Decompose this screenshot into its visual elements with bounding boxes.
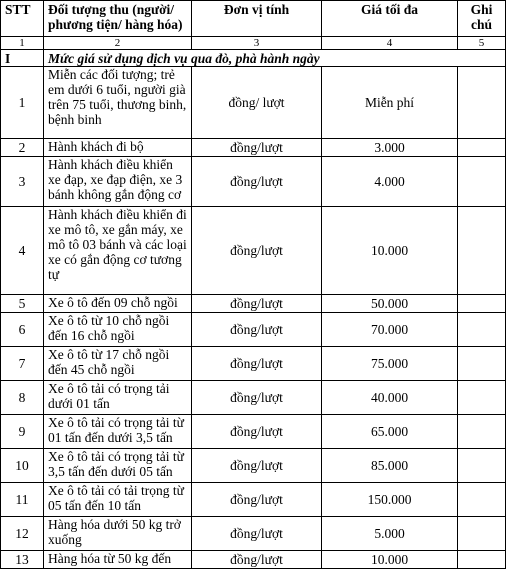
- row-object: Xe ô tô từ 10 chỗ ngồi đến 16 chỗ ngồi: [44, 313, 192, 347]
- header-price: Giá tối đa: [322, 1, 458, 37]
- row-stt: 2: [1, 139, 44, 157]
- table-row: [1, 381, 506, 415]
- row-price: 75.000: [322, 347, 458, 381]
- row-stt: 10: [1, 449, 44, 483]
- column-number: 4: [322, 37, 458, 50]
- row-stt: 6: [1, 313, 44, 347]
- row-price: 150.000: [322, 483, 458, 517]
- row-note: [458, 313, 506, 347]
- row-unit: đồng/lượt: [192, 381, 322, 415]
- row-note: [458, 139, 506, 157]
- table-row: [1, 313, 506, 347]
- row-note: [458, 207, 506, 295]
- row-stt: 3: [1, 157, 44, 207]
- row-stt: 1: [1, 67, 44, 139]
- row-unit: đồng/lượt: [192, 157, 322, 207]
- row-stt: 13: [1, 551, 44, 569]
- table-row: [1, 157, 506, 207]
- row-price: 70.000: [322, 313, 458, 347]
- row-price: 50.000: [322, 295, 458, 313]
- row-note: [458, 449, 506, 483]
- row-unit: đồng/lượt: [192, 347, 322, 381]
- row-note: [458, 415, 506, 449]
- row-price: 65.000: [322, 415, 458, 449]
- row-note: [458, 483, 506, 517]
- row-note: [458, 551, 506, 569]
- row-unit: đồng/lượt: [192, 415, 322, 449]
- table-row: [1, 347, 506, 381]
- row-price: 40.000: [322, 381, 458, 415]
- column-number: 5: [458, 37, 506, 50]
- row-stt: 5: [1, 295, 44, 313]
- header-object: Đối tượng thu (người/ phương tiện/ hàng hóa): [44, 1, 192, 37]
- table-body: [1, 67, 506, 569]
- row-unit: đồng/lượt: [192, 449, 322, 483]
- table-row: [1, 207, 506, 295]
- row-stt: 11: [1, 483, 44, 517]
- row-price: 10.000: [322, 207, 458, 295]
- row-object: Xe ô tô từ 17 chỗ ngồi đến 45 chỗ ngồi: [44, 347, 192, 381]
- row-price: 5.000: [322, 517, 458, 551]
- row-stt: 4: [1, 207, 44, 295]
- header-note: Ghi chú: [458, 1, 506, 37]
- table-row: [1, 139, 506, 157]
- section-row: [1, 50, 506, 67]
- table-row: [1, 483, 506, 517]
- column-number-row: [1, 37, 506, 50]
- column-number: 2: [44, 37, 192, 50]
- table-row: [1, 517, 506, 551]
- row-price: Miễn phí: [322, 67, 458, 139]
- row-object: Miễn các đối tượng; trẻ em dưới 6 tuổi, người già trên 75 tuổi, thương binh, bệnh binh: [44, 67, 192, 139]
- row-stt: 9: [1, 415, 44, 449]
- table-row: [1, 415, 506, 449]
- row-note: [458, 157, 506, 207]
- row-price: 4.000: [322, 157, 458, 207]
- row-price: 10.000: [322, 551, 458, 569]
- table-row: [1, 449, 506, 483]
- row-unit: đồng/lượt: [192, 295, 322, 313]
- row-unit: đồng/lượt: [192, 207, 322, 295]
- header-row: [1, 1, 506, 37]
- row-object: Xe ô tô đến 09 chỗ ngồi: [44, 295, 192, 313]
- table-row: [1, 295, 506, 313]
- column-number: 3: [192, 37, 322, 50]
- row-unit: đồng/lượt: [192, 483, 322, 517]
- row-object: Xe ô tô tải có tải trọng từ 05 tấn đến 10 tấn: [44, 483, 192, 517]
- row-unit: đồng/lượt: [192, 517, 322, 551]
- row-object: Hành khách đi bộ: [44, 139, 192, 157]
- row-note: [458, 295, 506, 313]
- row-price: 3.000: [322, 139, 458, 157]
- row-object: Hành khách điều khiển đi xe mô tô, xe gắn máy, xe mô tô 03 bánh và các loại xe có gắn động cơ tương tự: [44, 207, 192, 295]
- table-row: [1, 67, 506, 139]
- row-stt: 12: [1, 517, 44, 551]
- row-note: [458, 517, 506, 551]
- table-row: [1, 551, 506, 569]
- row-unit: đồng/lượt: [192, 139, 322, 157]
- row-note: [458, 67, 506, 139]
- row-note: [458, 347, 506, 381]
- row-object: Hàng hóa từ 50 kg đến: [44, 551, 192, 569]
- column-number: 1: [1, 37, 44, 50]
- row-unit: đồng/lượt: [192, 313, 322, 347]
- row-stt: 7: [1, 347, 44, 381]
- row-unit: đồng/ lượt: [192, 67, 322, 139]
- header-stt: STT: [1, 1, 44, 37]
- section-title: Mức giá sử dụng dịch vụ qua đò, phà hành ngày: [44, 50, 506, 67]
- row-object: Xe ô tô tải có trọng tải dưới 01 tấn: [44, 381, 192, 415]
- row-stt: 8: [1, 381, 44, 415]
- row-object: Xe ô tô tải có trọng tải từ 01 tấn đến dưới 3,5 tấn: [44, 415, 192, 449]
- section-id: I: [1, 50, 44, 67]
- row-object: Xe ô tô tải có trọng tải từ 3,5 tấn đến dưới 05 tấn: [44, 449, 192, 483]
- row-note: [458, 381, 506, 415]
- row-price: 85.000: [322, 449, 458, 483]
- row-object: Hàng hóa dưới 50 kg trở xuống: [44, 517, 192, 551]
- header-unit: Đơn vị tính: [192, 1, 322, 37]
- row-unit: đồng/lượt: [192, 551, 322, 569]
- row-object: Hành khách điều khiển xe đạp, xe đạp điện, xe 3 bánh không gắn động cơ: [44, 157, 192, 207]
